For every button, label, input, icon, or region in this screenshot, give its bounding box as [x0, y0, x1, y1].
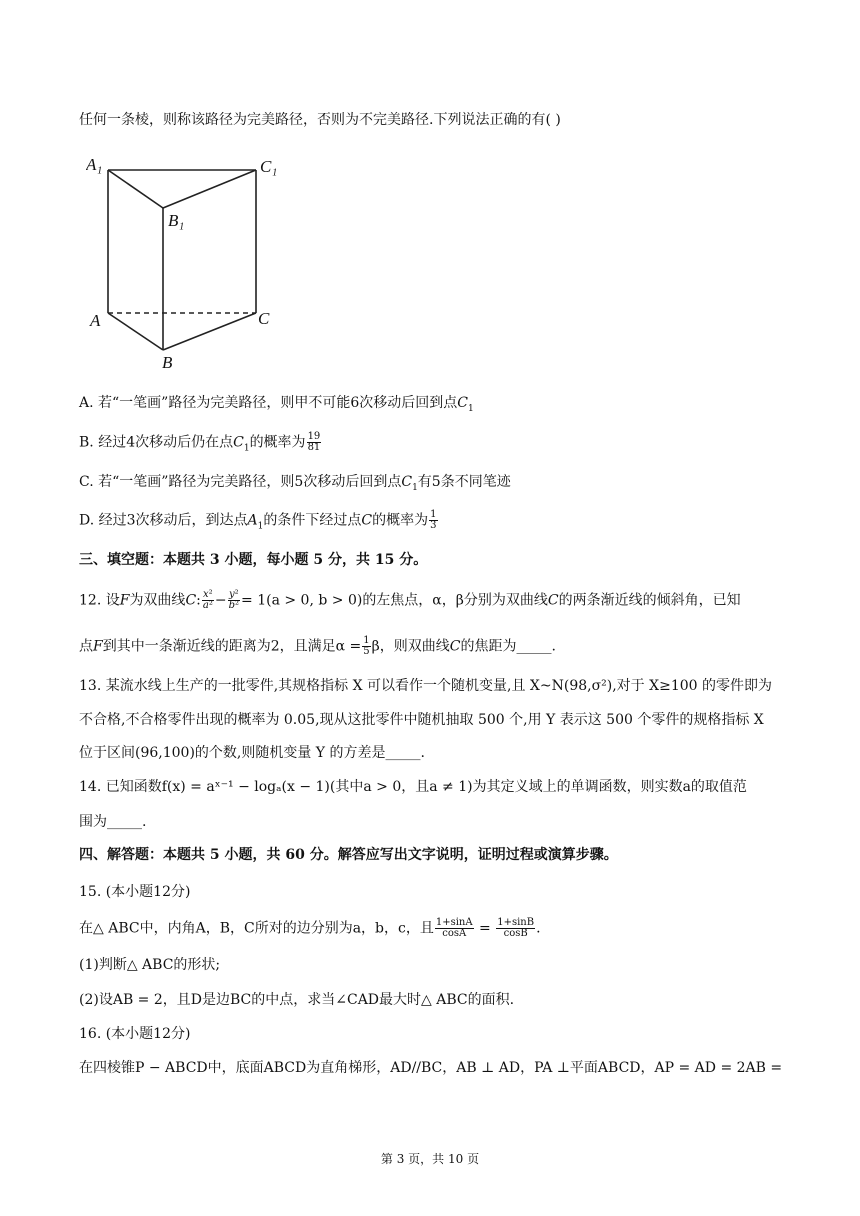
section-3-heading: 三、填空题：本题共 3 小题，每小题 5 分，共 15 分。	[79, 552, 428, 568]
label-c1: C₁	[260, 157, 278, 176]
option-b: B. 经过4次移动后仍在点$C_1$的概率为 $\frac{19}{81}$	[79, 431, 321, 454]
q13-line1: 13. 某流水线上生产的一批零件,其规格指标 X 可以看作一个随机变量,且 X~N(98,σ²),对于 X≥100 的零件即为	[79, 678, 773, 694]
option-d: D. 经过3次移动后，到达点$A_1$的条件下经过点C的概率为 $\frac{1}{3}$	[79, 509, 437, 532]
label-a1: A₁	[86, 155, 103, 174]
label-c: C	[258, 309, 270, 328]
q14-line2: 围为_____.	[79, 814, 147, 830]
label-b1: B₁	[168, 211, 185, 230]
q12-line2: 点F到其中一条渐近线的距离为2，且满足α = $\frac{1}{5}$ β，则双曲线C的焦距为_____.	[79, 635, 556, 657]
label-a: A	[90, 311, 101, 330]
q15-part1: (1)判断△ ABC的形状;	[79, 957, 221, 973]
option-a: A. 若“一笔画”路径为完美路径，则甲不可能6次移动后回到点$C_1$	[79, 395, 474, 414]
edge-a-b	[108, 313, 163, 350]
q16-line1: 在四棱锥P − ABCD中，底面ABCD为直角梯形，AD//BC，AB ⊥ AD，PA ⊥平面ABCD，AP = AD = 2AB =	[79, 1060, 783, 1076]
q14-line1: 14. 已知函数f(x) = aˣ⁻¹ − logₐ(x − 1)(其中a > 0，且a ≠ 1)为其定义域上的单调函数，则实数a的取值范	[79, 779, 747, 795]
prism-figure	[86, 150, 286, 370]
label-b: B	[162, 353, 173, 370]
edge-b1-c1	[163, 170, 256, 208]
edge-a1-b1	[108, 170, 163, 208]
page-footer: 第 3 页，共 10 页	[380, 1152, 480, 1166]
edge-b-c	[163, 313, 256, 350]
q13-line3: 位于区间(96,100)的个数,则随机变量 Y 的方差是_____.	[79, 745, 425, 761]
q15-line1: 在△ ABC中，内角A，B，C所对的边分别为a，b，c，且 $\frac{1+\sin A}{\cos A}$ = $\frac{1+\sin B}{\cos B}$ .	[79, 917, 541, 939]
q15-head: 15. (本小题12分)	[79, 884, 191, 900]
q16-head: 16. (本小题12分)	[79, 1026, 191, 1042]
section-4-heading: 四、解答题：本题共 5 小题，共 60 分。解答应写出文字说明，证明过程或演算步骤。	[79, 847, 618, 863]
intro-line: 任何一条棱，则称该路径为完美路径，否则为不完美路径.下列说法正确的有( )	[79, 112, 561, 128]
option-c: C. 若“一笔画”路径为完美路径，则5次移动后回到点$C_1$有5条不同笔迹	[79, 474, 511, 493]
q15-part2: (2)设AB = 2，且D是边BC的中点，求当∠CAD最大时△ ABC的面积.	[79, 992, 515, 1008]
q13-line2: 不合格,不合格零件出现的概率为 0.05,现从这批零件中随机抽取 500 个,用 Y 表示这 500 个零件的规格指标 X	[79, 712, 764, 728]
q12-line1: 12. 设F为双曲线C: $\frac{\text{x²}}{\text{a²}}$ − $\frac{\text{y²}}{\text{b²}}$ = 1(a > 0, b > 0)的左焦点，α，β分别为双曲线C的两条渐近线的倾斜角，已知	[79, 589, 741, 611]
